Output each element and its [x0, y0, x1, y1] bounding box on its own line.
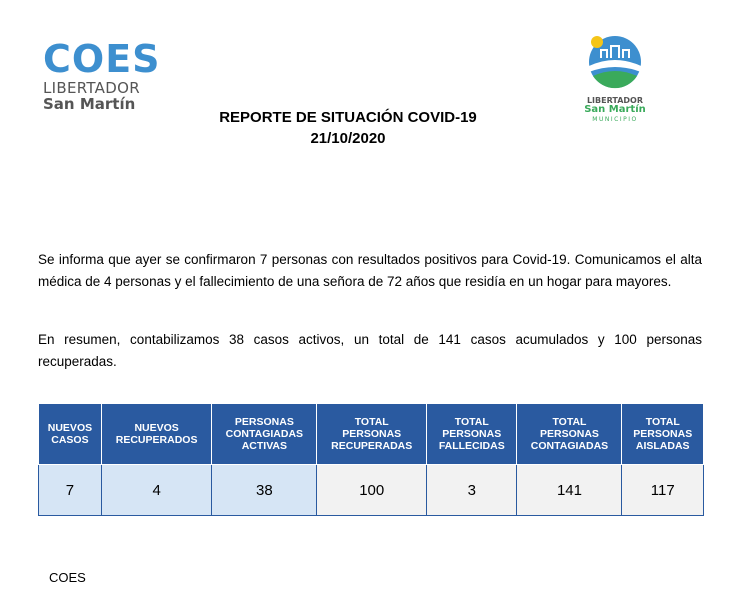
header-total-contagiadas: TOTAL PERSONAS CONTAGIADAS [517, 404, 622, 465]
header-total-aisladas: TOTAL PERSONAS AISLADAS [622, 404, 704, 465]
value-nuevos-recuperados: 4 [101, 465, 211, 516]
stats-value-row [39, 465, 704, 516]
header-total-recuperadas: TOTAL PERSONAS RECUPERADAS [317, 404, 427, 465]
coes-logo-wordmark: COES [43, 37, 161, 81]
municipio-logo-line2: San Martín [584, 104, 646, 115]
header-nuevos-recuperados: NUEVOS RECUPERADOS [101, 404, 211, 465]
paragraph-daily-update: Se informa que ayer se confirmaron 7 personas con resultados positivos para Covid-19. Comunicamos el alta médica de 4 personas y el fallecimiento de una señora de 72 años que residía en un hogar para mayores. [38, 252, 702, 289]
header-nuevos-casos: NUEVOS CASOS [39, 404, 102, 465]
value-nuevos-casos: 7 [39, 465, 102, 516]
paragraph-summary: En resumen, contabilizamos 38 casos activos, un total de 141 casos acumulados y 100 personas recuperadas. [38, 332, 702, 369]
value-total-aisladas: 117 [622, 465, 704, 516]
report-title-line: REPORTE DE SITUACIÓN COVID-19 [219, 109, 477, 126]
header-personas-contagiadas-activas: PERSONAS CONTAGIADAS ACTIVAS [212, 404, 317, 465]
municipio-emblem-icon [587, 32, 643, 92]
header-total-fallecidas: TOTAL PERSONAS FALLECIDAS [427, 404, 517, 465]
report-date: 21/10/2020 [310, 130, 386, 147]
value-contagiadas-activas: 38 [212, 465, 317, 516]
municipio-logo-line1: LIBERTADOR [586, 96, 644, 105]
coes-logo [43, 37, 163, 113]
value-total-contagiadas: 141 [517, 465, 622, 516]
value-total-recuperadas: 100 [317, 465, 427, 516]
municipio-logo-line3: MUNICIPIO [592, 116, 638, 123]
footer-signature: COES [49, 570, 86, 585]
value-total-fallecidas: 3 [427, 465, 517, 516]
coes-logo-subtitle: LIBERTADOR [43, 79, 140, 97]
coes-logo-city: San Martín [43, 95, 136, 113]
stats-table [38, 403, 704, 516]
stats-header-row [39, 404, 704, 465]
